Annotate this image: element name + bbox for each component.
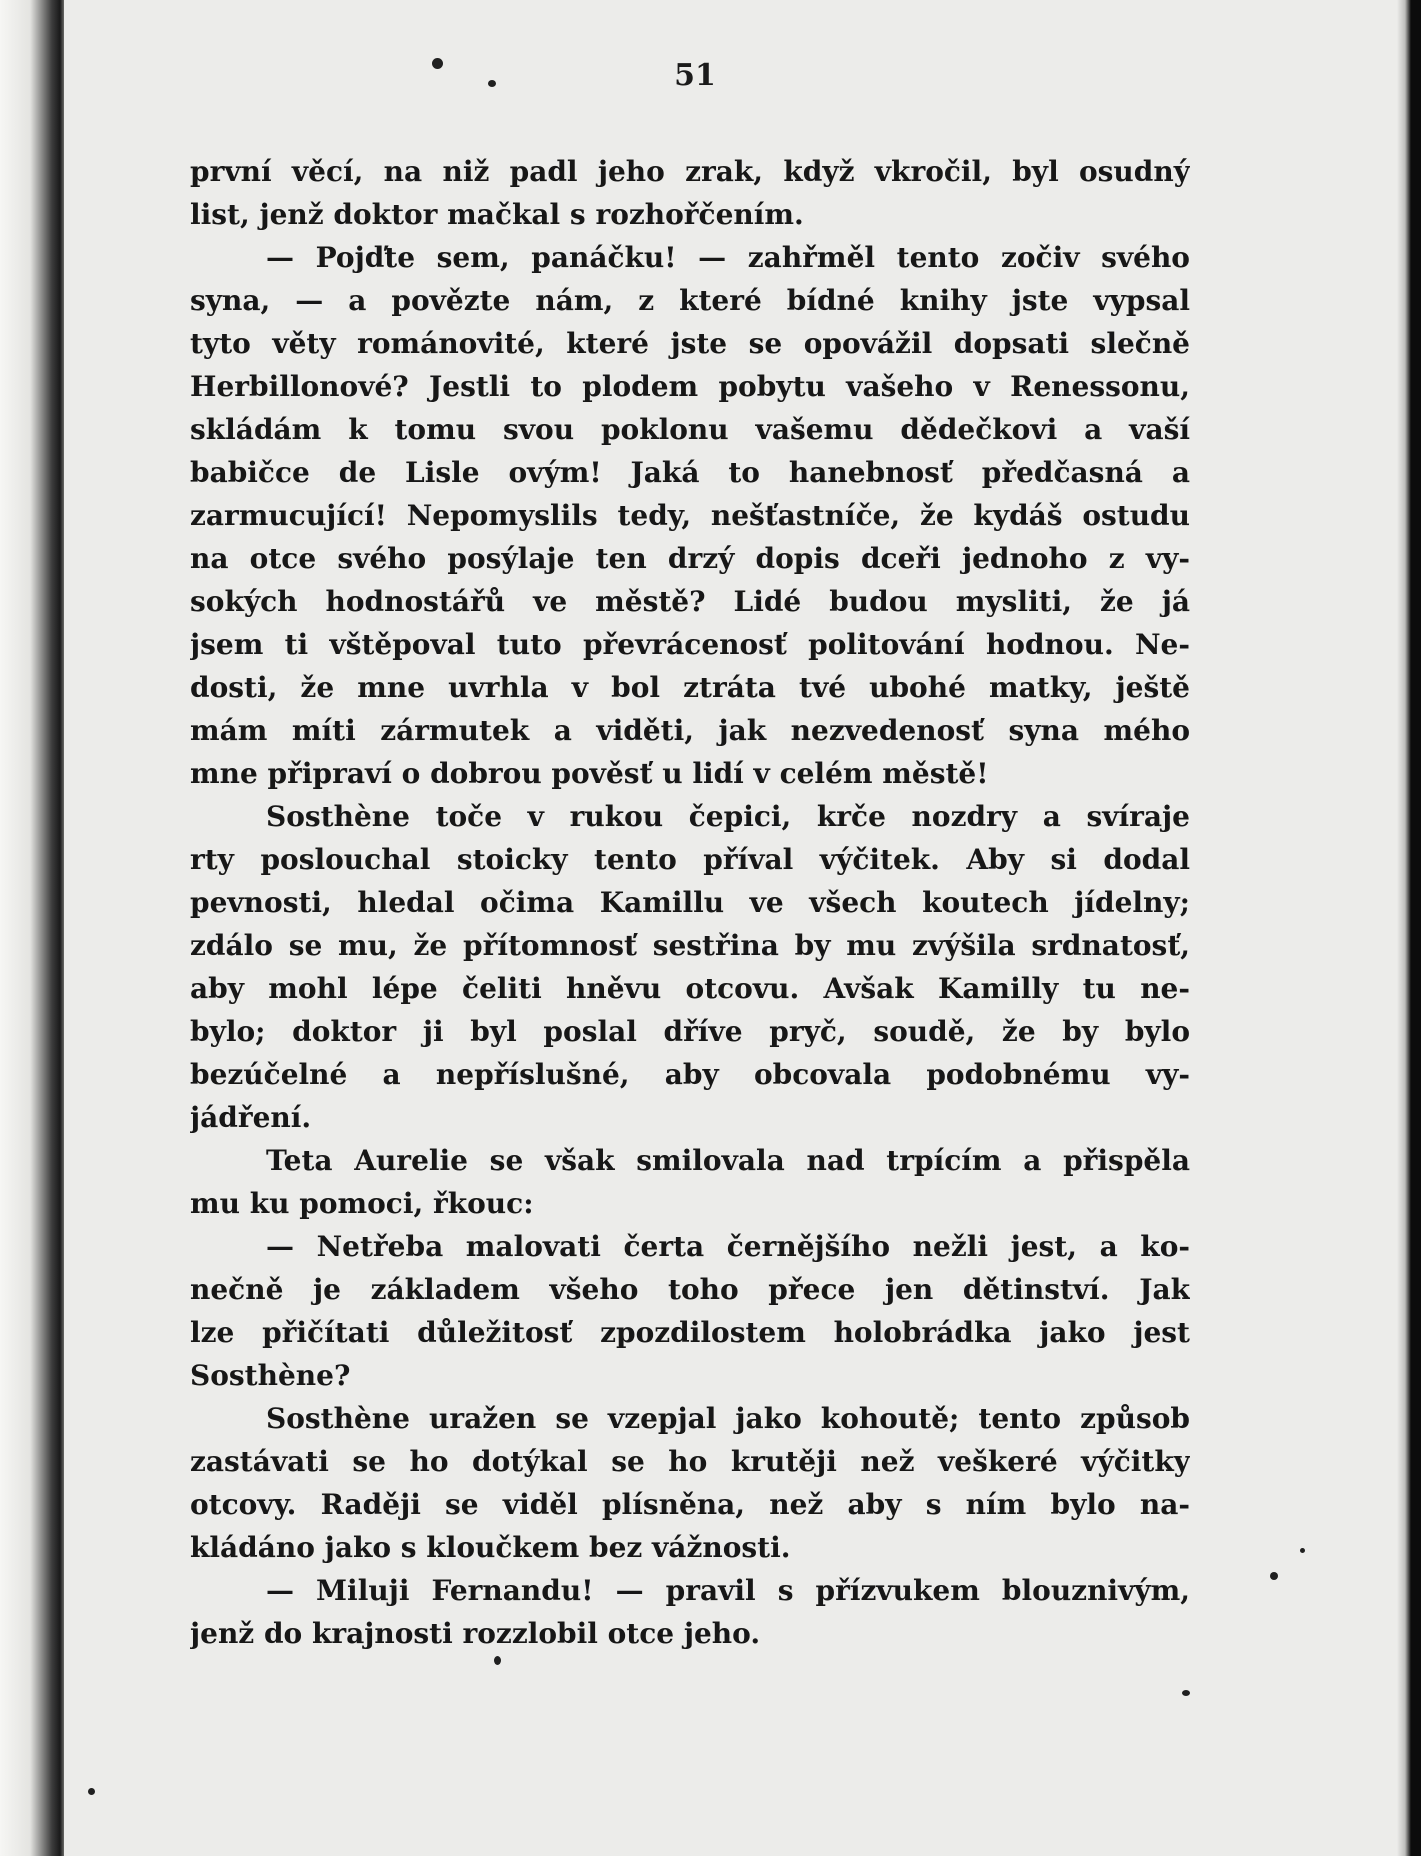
text-line: dosti, že mne uvrhla v bol ztráta tvé ubohé matky, ještě <box>190 671 1190 704</box>
text-line: jenž do krajnosti rozzlobil otce jeho. <box>190 1617 761 1650</box>
text-line: syna, — a povězte nám, z které bídné knihy jste vypsal <box>190 284 1190 317</box>
text-line: bezúčelné a nepříslušné, aby obcovala podobnému vy- <box>190 1058 1190 1091</box>
text-line: Sosthène? <box>190 1359 351 1392</box>
text-line: sokých hodnostářů ve městě? Lidé budou mysliti, že já <box>190 585 1190 618</box>
text-line: Herbillonové? Jestli to plodem pobytu vašeho v Renessonu, <box>190 370 1190 403</box>
ink-speck <box>432 58 443 69</box>
text-line: otcovy. Raději se viděl plísněna, než aby s ním bylo na- <box>190 1488 1190 1521</box>
text-line: tyto věty románovité, které jste se opovážil dopsati slečně <box>190 327 1190 360</box>
text-line: na otce svého posýlaje ten drzý dopis dceři jednoho z vy- <box>190 542 1190 575</box>
text-line: — Miluji Fernandu! — pravil s přízvukem blouznivým, <box>266 1574 1190 1607</box>
text-line: první věcí, na niž padl jeho zrak, když vkročil, byl osudný <box>190 155 1190 188</box>
text-line: zdálo se mu, že přítomnosť sestřina by mu zvýšila srdnatosť, <box>190 929 1190 962</box>
page-number: 51 <box>674 58 716 93</box>
text-line: mne připraví o dobrou pověsť u lidí v celém městě! <box>190 757 989 790</box>
text-line: skládám k tomu svou poklonu vašemu dědečkovi a vaší <box>190 413 1190 446</box>
text-line: pevnosti, hledal očima Kamillu ve všech koutech jídelny; <box>190 886 1190 919</box>
text-line: Teta Aurelie se však smilovala nad trpícím a přispěla <box>266 1144 1190 1177</box>
ink-speck <box>88 1788 95 1795</box>
text-line: jsem ti vštěpoval tuto převrácenosť politování hodnou. Ne- <box>190 628 1190 661</box>
text-line: mu ku pomoci, řkouc: <box>190 1187 534 1220</box>
text-line: lze přičítati důležitosť zpozdilostem holobrádka jako jest <box>190 1316 1190 1349</box>
text-line: babičce de Lisle ovým! Jaká to hanebnosť předčasná a <box>190 456 1190 489</box>
text-line: aby mohl lépe čeliti hněvu otcovu. Avšak Kamilly tu ne- <box>190 972 1190 1005</box>
text-line: mám míti zármutek a viděti, jak nezvedenosť syna mého <box>190 714 1190 747</box>
text-line: jádření. <box>190 1101 312 1134</box>
book-spine-shadow <box>0 0 64 1856</box>
text-line: zarmucující! Nepomyslils tedy, nešťastníče, že kydáš ostudu <box>190 499 1190 532</box>
text-line: list, jenž doktor mačkal s rozhořčením. <box>190 198 804 231</box>
page-edge-shadow <box>1397 0 1421 1856</box>
text-line: rty poslouchal stoicky tento příval výčitek. Aby si dodal <box>190 843 1190 876</box>
text-line: nečně je základem všeho toho přece jen dětinství. Jak <box>190 1273 1190 1306</box>
text-line: bylo; doktor ji byl poslal dříve pryč, soudě, že by bylo <box>190 1015 1190 1048</box>
ink-speck <box>494 1656 501 1665</box>
ink-speck <box>488 80 496 87</box>
ink-speck <box>1270 1572 1278 1580</box>
text-line: — Netřeba malovati čerta černějšího nežli jest, a ko- <box>266 1230 1190 1263</box>
text-line: — Pojďte sem, panáčku! — zahřměl tento zočiv svého <box>266 241 1190 274</box>
body-text <box>190 150 1190 1655</box>
text-line: Sosthène uražen se vzepjal jako kohoutě; tento způsob <box>266 1402 1190 1435</box>
ink-speck <box>1300 1548 1305 1553</box>
text-line: Sosthène toče v rukou čepici, krče nozdry a svíraje <box>266 800 1190 833</box>
ink-speck <box>1182 1690 1190 1696</box>
text-line: kládáno jako s kloučkem bez vážnosti. <box>190 1531 791 1564</box>
text-line: zastávati se ho dotýkal se ho krutěji než veškeré výčitky <box>190 1445 1190 1478</box>
